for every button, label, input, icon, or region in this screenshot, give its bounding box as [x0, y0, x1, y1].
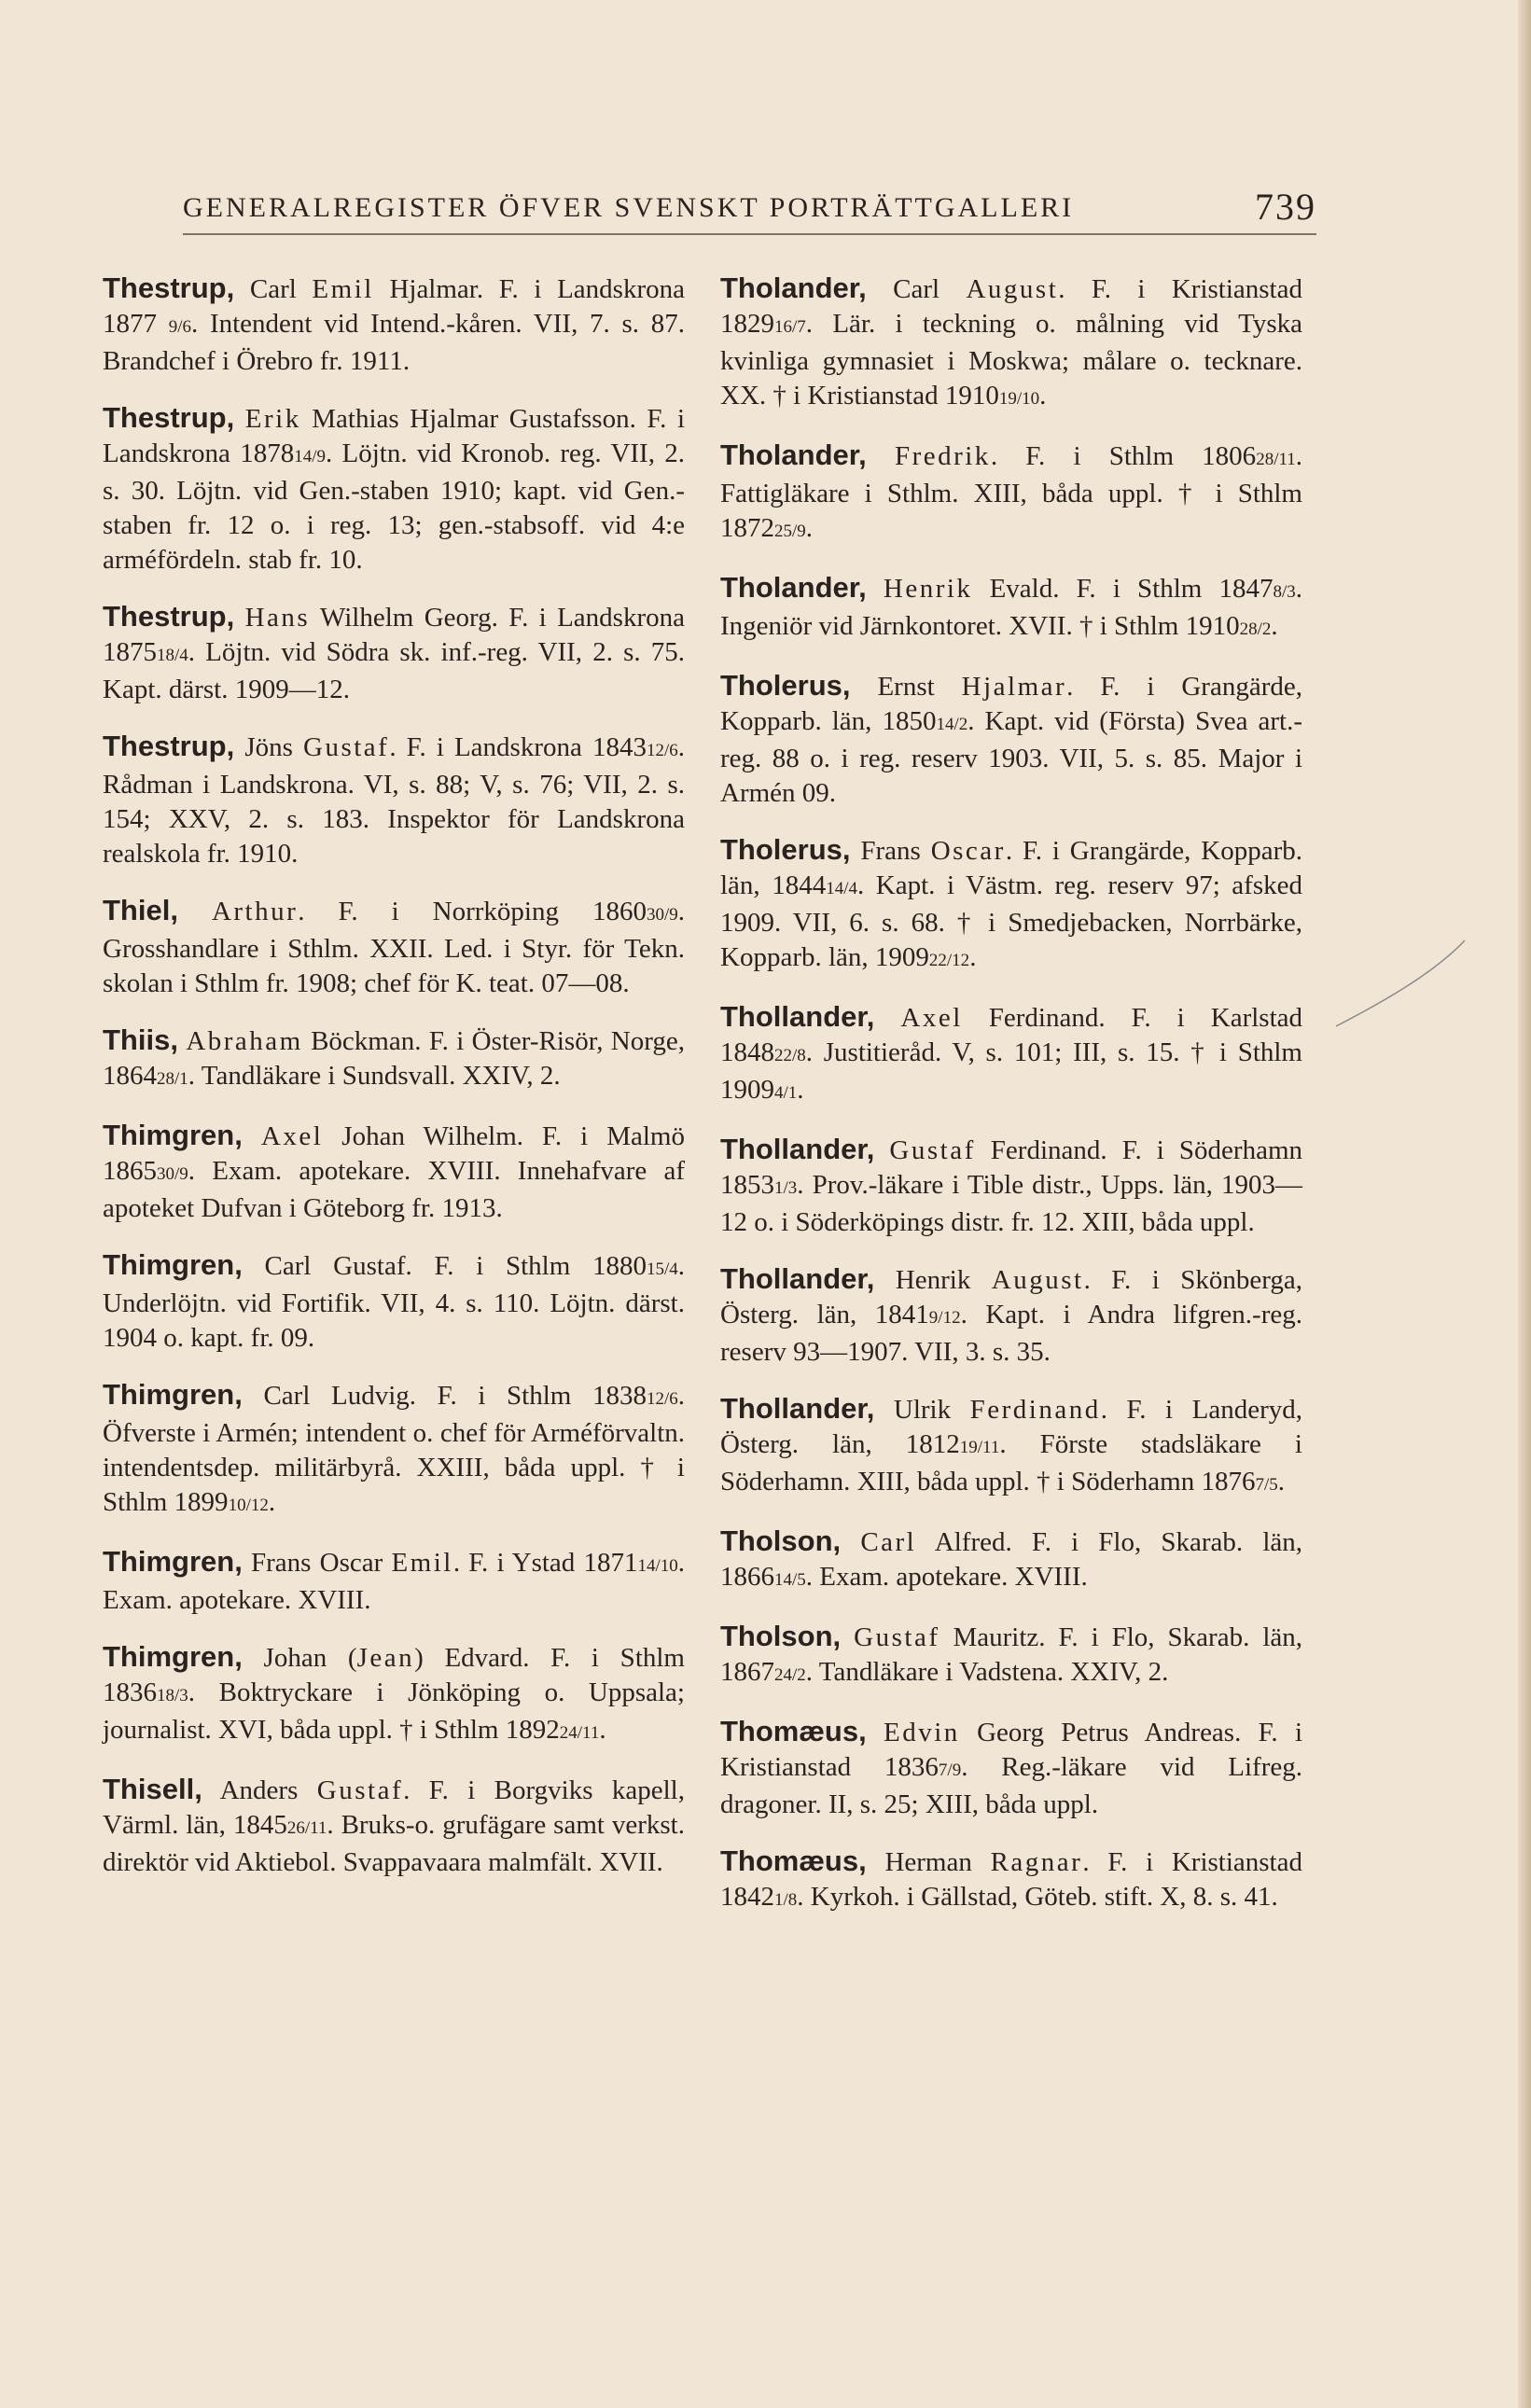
entry-text: . Kyrkoh. i Gällstad, Göteb. stift. X, 8. s. 41.	[797, 1882, 1278, 1912]
entry-text: . Exam. apotekare. XVIII.	[103, 1548, 685, 1615]
entry-date-fraction: 9/6	[168, 317, 191, 337]
entry-called-name: Emil	[391, 1548, 453, 1578]
entry-surname: Thollander,	[720, 1000, 875, 1033]
entry-text: . F. i Borgviks kapell, Värml. län, 1845	[103, 1775, 685, 1840]
entry-surname: Tholerus,	[720, 669, 851, 702]
entry-date-fraction: 4/1	[774, 1083, 798, 1103]
entry-text: .	[599, 1715, 606, 1745]
entry-text: . Kapt. i Västm. reg. reserv 97; afsked 1909. VII, 6. s. 68. † i Smedjebacken, Norrbärke, Kopparb. län, 1909	[720, 870, 1302, 972]
entry-text: ) Edvard. F. i Sthlm 1836	[103, 1643, 685, 1707]
entry-called-name: Henrik	[883, 574, 973, 604]
register-entry	[103, 893, 685, 1001]
entry-text: . Underlöjtn. vid Fortifik. VII, 4. s. 110. Löjtn. därst. 1904 o. kapt. fr. 09.	[103, 1251, 685, 1353]
entry-text: . Justitieråd. V, s. 101; III, s. 15. † i Sthlm 1909	[720, 1037, 1302, 1105]
entry-date-fraction: 8/3	[1273, 582, 1296, 602]
entry-surname: Thestrup,	[103, 271, 235, 304]
register-entry	[720, 1714, 1302, 1822]
entry-text: Ulrik	[874, 1395, 970, 1425]
entry-text: Carl	[866, 274, 967, 304]
entry-date-fraction: 7/5	[1255, 1475, 1278, 1495]
entry-surname: Thimgren,	[103, 1545, 243, 1578]
entry-date-fraction: 14/9	[294, 447, 326, 466]
entry-surname: Tholson,	[720, 1620, 842, 1652]
entry-date-fraction: 30/9	[157, 1164, 188, 1184]
register-entry	[720, 1391, 1302, 1502]
entry-surname: Tholander,	[720, 438, 867, 471]
entry-surname: Thimgren,	[103, 1640, 243, 1673]
register-entry	[720, 832, 1302, 978]
entry-text: . Förste stadsläkare i Söderhamn. XIII, båda uppl. † i Söderhamn 1876	[720, 1429, 1302, 1496]
entry-date-fraction: 28/11	[1256, 450, 1296, 469]
entry-called-name: Gustaf	[303, 732, 390, 762]
entry-surname: Thomæus,	[720, 1844, 867, 1877]
entry-text: Evald. F. i Sthlm 1847	[972, 574, 1274, 604]
register-entry	[720, 1619, 1302, 1692]
entry-text	[867, 441, 895, 471]
entry-date-fraction: 14/5	[774, 1570, 806, 1590]
entry-text	[841, 1527, 860, 1557]
entry-surname: Thestrup,	[103, 600, 235, 633]
register-entry	[103, 1772, 685, 1880]
register-entry	[103, 271, 685, 379]
entry-surname: Thimgren,	[103, 1378, 243, 1411]
entry-text: . Tandläkare i Sundsvall. XXIV, 2.	[188, 1061, 561, 1091]
entry-date-fraction: 19/10	[998, 389, 1040, 409]
entry-called-name: Hans	[244, 603, 311, 633]
entry-text: Georg Petrus Andreas. F. i Kristianstad 1836	[720, 1718, 1303, 1782]
entry-text: Mauritz. F. i Flo, Skarab. län, 1867	[720, 1622, 1303, 1687]
entry-surname: Thomæus,	[720, 1715, 867, 1747]
entry-date-fraction: 1/3	[774, 1178, 798, 1198]
entry-text: . Tandläkare i Vadstena. XXIV, 2.	[805, 1657, 1169, 1687]
entry-called-name: Hjalmar	[961, 672, 1067, 702]
entry-date-fraction: 28/2	[1239, 619, 1272, 639]
entry-surname: Thiis,	[103, 1023, 178, 1056]
entry-surname: Tholander,	[720, 271, 867, 304]
register-entry	[720, 1132, 1302, 1240]
entry-text	[867, 1718, 884, 1747]
entry-surname: Thimgren,	[103, 1248, 243, 1281]
entry-date-fraction: 15/4	[646, 1260, 678, 1279]
entry-text	[234, 404, 245, 434]
entry-text: . F. i Landskrona 1843	[389, 732, 647, 762]
entry-text	[841, 1622, 854, 1652]
entry-text	[178, 897, 212, 926]
entry-text: .	[797, 1075, 804, 1105]
entry-text: Böckman. F. i Öster-Risör, Norge, 1864	[103, 1026, 686, 1091]
register-entry	[103, 1377, 685, 1523]
entry-date-fraction: 18/4	[157, 646, 188, 665]
entry-text: Carl Gustaf. F. i Sthlm 1880	[242, 1251, 647, 1281]
entry-called-name: August	[966, 274, 1059, 304]
entry-text: . Boktryckare i Jönköping o. Uppsala; journalist. XVI, båda uppl. † i Sthlm 1892	[103, 1677, 685, 1745]
entry-called-name: Emil	[312, 274, 374, 304]
entry-text: . Löjtn. vid Södra sk. inf.-reg. VII, 2. s. 75. Kapt. därst. 1909—12.	[103, 637, 685, 704]
entry-text: .	[1271, 611, 1278, 641]
entry-text: Henrik	[874, 1265, 992, 1295]
entry-text: Hjalmar. F. i Landskrona 1877	[103, 274, 685, 339]
register-entry	[720, 1261, 1302, 1370]
entry-text	[243, 1121, 261, 1151]
entry-text: Johan Wilhelm. F. i Malmö 1865	[103, 1121, 685, 1186]
register-entry	[720, 271, 1302, 416]
entry-date-fraction: 30/9	[646, 905, 678, 925]
right-column	[720, 271, 1302, 1939]
entry-date-fraction: 19/11	[959, 1438, 1000, 1457]
header-rule	[183, 233, 1316, 235]
entry-text: Ernst	[850, 672, 962, 702]
entry-text: Wilhelm Georg. F. i Landskrona 1875	[103, 603, 685, 667]
entry-date-fraction: 14/4	[826, 879, 857, 898]
entry-date-fraction: 25/9	[774, 522, 806, 541]
entry-called-name: Gustaf	[316, 1775, 404, 1805]
entry-surname: Thimgren,	[103, 1119, 243, 1151]
entry-date-fraction: 14/2	[936, 715, 968, 734]
entry-text: Johan (	[242, 1643, 357, 1673]
entry-date-fraction: 26/11	[286, 1818, 327, 1838]
register-entry	[103, 729, 685, 871]
entry-text: . Ingeniör vid Järnkontoret. XVII. † i Sthlm 1910	[720, 574, 1303, 641]
entry-text: . Lär. i teckning o. målning vid Tyska kvinliga gymnasiet i Moskwa; målare o. tecknare. XX. † i Kristianstad 1910	[720, 309, 1302, 411]
entry-text: . Prov.-läkare i Tible distr., Upps. län, 1903—12 o. i Söderköpings distr. fr. 12. XIII, båda uppl.	[720, 1170, 1302, 1237]
register-entry	[103, 1023, 685, 1096]
entry-surname: Tholson,	[720, 1524, 842, 1557]
register-entry	[103, 1544, 685, 1618]
entry-text: .	[268, 1487, 276, 1517]
entry-text: Ferdinand. F. i Söderhamn 1853	[720, 1135, 1302, 1200]
entry-surname: Thollander,	[720, 1262, 875, 1295]
register-entry	[103, 1247, 685, 1356]
entry-surname: Tholander,	[720, 571, 867, 604]
entry-text: .	[1039, 381, 1047, 411]
entry-text: . Fattigläkare i Sthlm. XIII, båda uppl. † i Sthlm 1872	[720, 441, 1303, 543]
page-edge-shadow	[1518, 0, 1531, 2408]
register-entry	[103, 1639, 685, 1750]
entry-called-name: Fredrik	[894, 441, 991, 471]
entry-called-name: Edvin	[884, 1718, 960, 1747]
entry-text: . F. i Grangärde, Kopparb. län, 1844	[720, 836, 1302, 900]
entry-called-name: Axel	[260, 1121, 324, 1151]
entry-text: . Kapt. i Andra lifgren.-reg. reserv 93—1907. VII, 3. s. 35.	[720, 1300, 1302, 1367]
entry-text: Frans Oscar	[242, 1548, 392, 1578]
entry-surname: Thollander,	[720, 1133, 875, 1165]
entry-text: . Reg.-läkare vid Lifreg. dragoner. II, s. 25; XIII, båda uppl.	[720, 1752, 1302, 1819]
entry-surname: Tholerus,	[720, 833, 851, 866]
left-column	[103, 271, 685, 1901]
entry-called-name: Axel	[900, 1003, 963, 1033]
register-entry	[720, 438, 1302, 549]
entry-text	[867, 574, 884, 604]
entry-date-fraction: 18/3	[157, 1686, 188, 1705]
entry-date-fraction: 16/7	[774, 317, 806, 337]
entry-text: . Exam. apotekare. XVIII.	[805, 1562, 1088, 1592]
entry-text: . F. i Kristianstad 1842	[720, 1847, 1302, 1912]
entry-called-name: Ragnar	[990, 1847, 1083, 1877]
entry-text: Ferdinand. F. i Karlstad 1848	[720, 1003, 1302, 1067]
entry-surname: Thestrup,	[103, 730, 235, 762]
entry-text: . Exam. apotekare. XVIII. Innehafvare af apoteket Dufvan i Göteborg fr. 1913.	[103, 1156, 685, 1223]
entry-text: Carl Ludvig. F. i Sthlm 1838	[242, 1381, 647, 1411]
entry-text: . F. i Kristianstad 1829	[720, 274, 1302, 339]
entry-called-name: Jean	[356, 1643, 415, 1673]
entry-called-name: August	[991, 1265, 1084, 1295]
entry-surname: Thisell,	[103, 1773, 202, 1805]
entry-text: Alfred. F. i Flo, Skarab. län, 1866	[720, 1527, 1303, 1592]
entry-text: . Bruks-o. grufägare samt verkst. direktör vid Aktiebol. Svappavaara malmfält. XVII.	[103, 1810, 685, 1877]
entry-text	[874, 1003, 900, 1033]
entry-date-fraction: 1/8	[774, 1890, 798, 1910]
entry-surname: Thollander,	[720, 1392, 875, 1425]
entry-called-name: Gustaf	[889, 1135, 976, 1165]
entry-text: . Intendent vid Intend.-kåren. VII, 7. s. 87. Brandchef i Örebro fr. 1911.	[103, 309, 686, 376]
entry-date-fraction: 24/2	[774, 1665, 806, 1685]
entry-called-name: Carl	[860, 1527, 917, 1557]
pencil-mark	[1325, 933, 1474, 1036]
entry-date-fraction: 9/12	[928, 1308, 961, 1328]
entry-surname: Thiel,	[103, 894, 178, 926]
entry-text: . Grosshandlare i Sthlm. XXII. Led. i Styr. för Tekn. skolan i Sthlm fr. 1908; chef för K. teat. 07—08.	[103, 897, 685, 998]
entry-text: .	[1277, 1467, 1285, 1496]
entry-text: . Öfverste i Armén; intendent o. chef för Arméförvaltn. intendentsdep. militärbyrå. XXIII, båda uppl. † i Sthlm 1899	[103, 1381, 685, 1517]
register-entry	[103, 1118, 685, 1226]
entry-called-name: Oscar	[930, 836, 1006, 866]
entry-text: Anders	[202, 1775, 317, 1805]
entry-text: . F. i Grangärde, Kopparb. län, 1850	[720, 672, 1302, 736]
entry-date-fraction: 7/9	[938, 1761, 962, 1780]
register-entry	[720, 668, 1302, 811]
entry-called-name: Erik	[244, 404, 301, 434]
entry-text: . F. i Sthlm 1806	[990, 441, 1257, 471]
entry-date-fraction: 22/8	[774, 1046, 806, 1065]
entry-text: Herman	[866, 1847, 991, 1877]
entry-called-name: Arthur	[211, 897, 299, 926]
entry-text: Frans	[850, 836, 931, 866]
entry-date-fraction: 24/11	[559, 1723, 600, 1743]
entry-date-fraction: 12/6	[646, 1389, 678, 1409]
entry-text: . Kapt. vid (Första) Svea art.-reg. 88 o. i reg. reserv 1903. VII, 5. s. 85. Major i Armén 09.	[720, 706, 1303, 808]
entry-date-fraction: 12/6	[646, 741, 678, 760]
entry-text: .	[969, 942, 977, 972]
entry-text	[874, 1135, 889, 1165]
page-number: 739	[1255, 186, 1316, 228]
entry-surname: Thestrup,	[103, 401, 235, 434]
running-header	[183, 185, 1316, 231]
entry-date-fraction: 22/12	[928, 951, 970, 970]
entry-text: . F. i Ystad 1871	[452, 1548, 638, 1578]
entry-text: Carl	[234, 274, 313, 304]
entry-text: Jöns	[234, 732, 303, 762]
entry-called-name: Abraham	[186, 1026, 303, 1056]
entry-called-name: Ferdinand	[969, 1395, 1101, 1425]
register-entry	[720, 1524, 1302, 1597]
register-entry	[720, 1844, 1302, 1917]
register-entry	[720, 570, 1302, 647]
entry-text	[234, 603, 244, 633]
entry-text: . F. i Norrköping 1860	[298, 897, 647, 926]
register-entry	[103, 400, 685, 578]
entry-text: Mathias Hjalmar Gustafsson. F. i Landskrona 1878	[103, 404, 685, 468]
entry-date-fraction: 10/12	[228, 1496, 269, 1515]
entry-text: . Löjtn. vid Kronob. reg. VII, 2. s. 30. Löjtn. vid Gen.-staben 1910; kapt. vid Gen.-staben fr. 12 o. i reg. 13; gen.-stabsoff. vid 4:e arméfördeln. stab fr. 10.	[103, 438, 686, 575]
entry-date-fraction: 28/1	[157, 1069, 188, 1089]
entry-text: .	[805, 513, 814, 543]
entry-text: . F. i Landeryd, Österg. län, 1812	[720, 1395, 1303, 1459]
entry-called-name: Gustaf	[854, 1622, 940, 1652]
entry-date-fraction: 14/10	[637, 1556, 678, 1576]
register-entry	[720, 999, 1302, 1110]
entry-text: . Rådman i Landskrona. VI, s. 88; V, s. 76; VII, 2. s. 154; XXV, 2. s. 183. Inspektor för Landskrona realskola fr. 1910.	[103, 732, 685, 869]
header-title: GENERALREGISTER ÖFVER SVENSKT PORTRÄTTGALLERI	[183, 192, 1075, 223]
entry-text: . F. i Skönberga, Österg. län, 1841	[720, 1265, 1302, 1329]
register-entry	[103, 599, 685, 707]
